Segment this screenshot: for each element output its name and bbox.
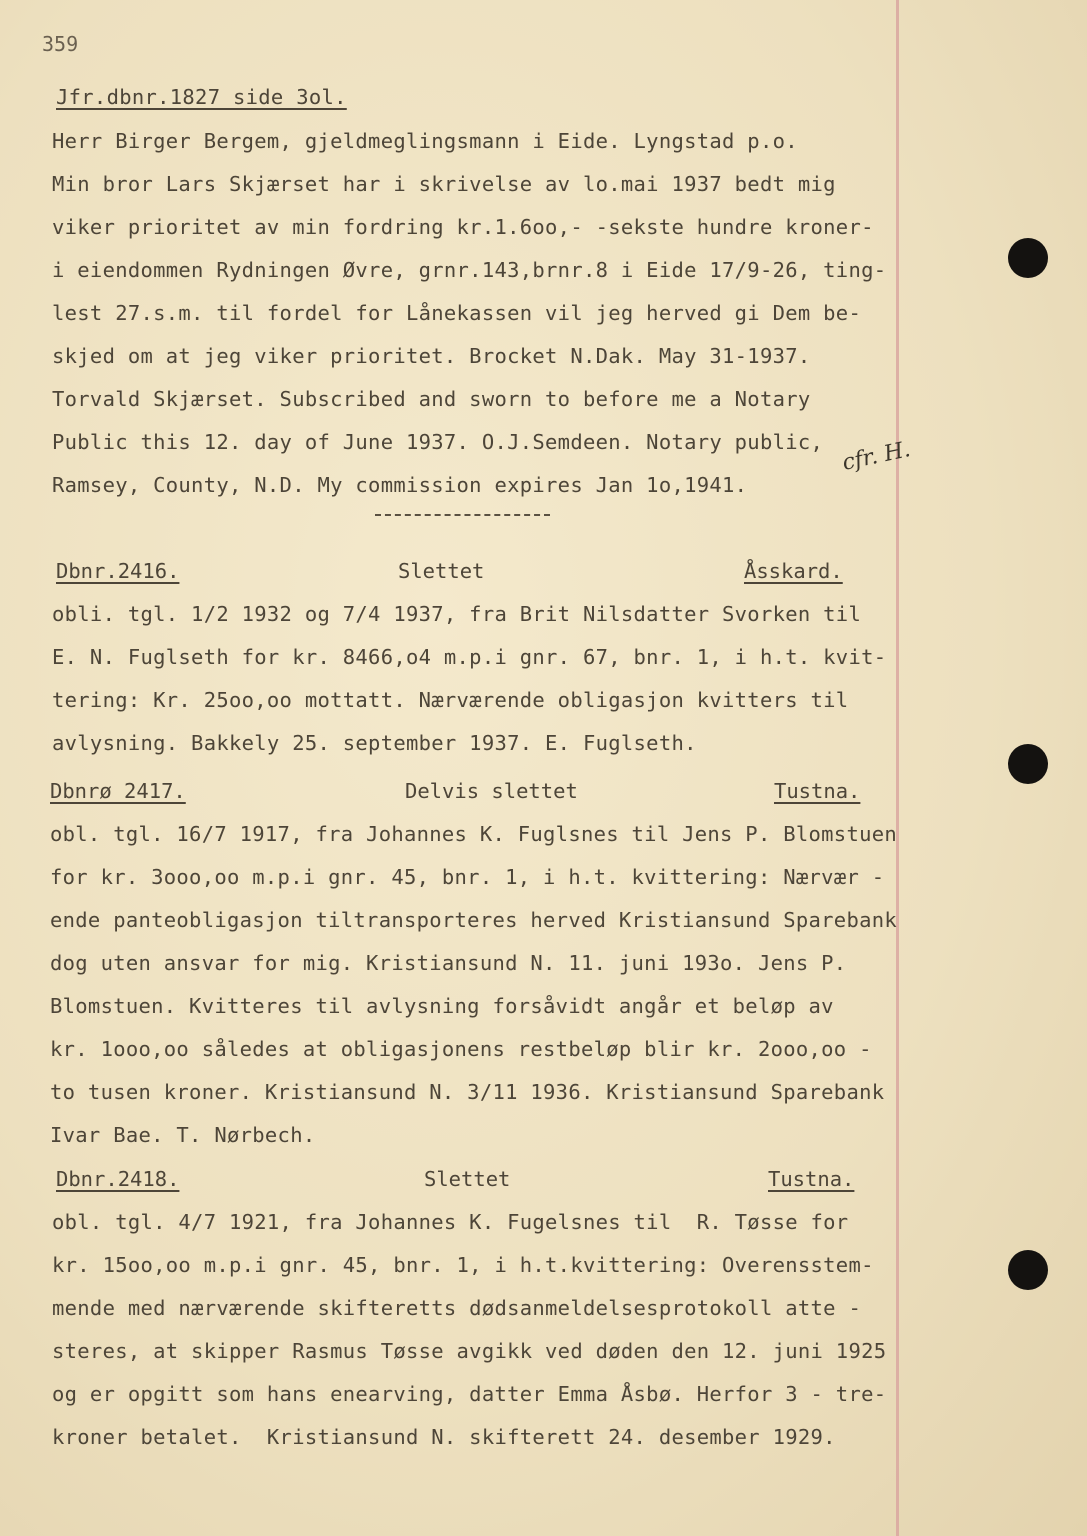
entry-line: Ivar Bae. T. Nørbech. [50,1123,316,1147]
entry-line: obl. tgl. 4/7 1921, fra Johannes K. Fugelsnes til R. Tøsse for [52,1210,849,1234]
block1-line: Min bror Lars Skjærset har i skrivelse av lo.mai 1937 bedt mig [52,172,836,196]
entry-line: to tusen kroner. Kristiansund N. 3/11 1936. Kristiansund Sparebank [50,1080,885,1104]
entry-line: E. N. Fuglseth for kr. 8466,o4 m.p.i gnr. 67, bnr. 1, i h.t. kvit- [52,645,887,669]
entry-line: mende med nærværende skifteretts dødsanmeldelsesprotokoll atte - [52,1296,862,1320]
block1-line: skjed om at jeg viker prioritet. Brocket N.Dak. May 31-1937. [52,344,811,368]
page-number: 359 [42,32,79,56]
entry-line: Blomstuen. Kvitteres til avlysning forsåvidt angår et beløp av [50,994,834,1018]
punch-hole-1 [1008,238,1048,278]
entry-line: for kr. 3ooo,oo m.p.i gnr. 45, bnr. 1, i h.t. kvittering: Nærvær - [50,865,885,889]
entry-dbnr: Dbnr.2416. [56,559,180,583]
entry-line: obli. tgl. 1/2 1932 og 7/4 1937, fra Brit Nilsdatter Svorken til [52,602,862,626]
entry-line: tering: Kr. 25oo,oo mottatt. Nærværende obligasjon kvitters til [52,688,849,712]
entry-status: Slettet [424,1167,511,1191]
entry-line: dog uten ansvar for mig. Kristiansund N. 11. juni 193o. Jens P. [50,951,847,975]
entry-line: kr. 1ooo,oo således at obligasjonens restbeløp blir kr. 2ooo,oo - [50,1037,872,1061]
entry-line: kr. 15oo,oo m.p.i gnr. 45, bnr. 1, i h.t.kvittering: Overensstem- [52,1253,874,1277]
punch-hole-2 [1008,744,1048,784]
entry-line: og er opgitt som hans enearving, datter Emma Åsbø. Herfor 3 - tre- [52,1382,887,1406]
entry-line: ende panteobligasjon tiltransporteres herved Kristiansund Sparebank [50,908,898,932]
block1-line: lest 27.s.m. til fordel for Lånekassen vil jeg herved gi Dem be- [52,301,862,325]
header-reference: Jfr.dbnr.1827 side 3ol. [56,85,347,109]
block1-line: viker prioritet av min fordring kr.1.6oo,- -sekste hundre kroner- [52,215,874,239]
block1-line: Herr Birger Bergem, gjeldmeglingsmann i Eide. Lyngstad p.o. [52,129,798,153]
block1-line: Ramsey, County, N.D. My commission expires Jan 1o,1941. [52,473,748,497]
entry-line: obl. tgl. 16/7 1917, fra Johannes K. Fuglsnes til Jens P. Blomstuen [50,822,898,846]
entry-line: avlysning. Bakkely 25. september 1937. E. Fuglseth. [52,731,697,755]
margin-line [896,0,899,1536]
block1-line: i eiendommen Rydningen Øvre, grnr.143,brnr.8 i Eide 17/9-26, ting- [52,258,887,282]
entry-line: steres, at skipper Rasmus Tøsse avgikk ved døden den 12. juni 1925 [52,1339,887,1363]
entry-place: Tustna. [774,779,861,803]
entry-place: Åsskard. [744,559,843,583]
block1-line: Public this 12. day of June 1937. O.J.Semdeen. Notary public, [52,430,824,454]
divider [375,514,550,516]
block1-line: Torvald Skjærset. Subscribed and sworn to before me a Notary [52,387,811,411]
entry-status: Delvis slettet [405,779,578,803]
entry-line: kroner betalet. Kristiansund N. skifterett 24. desember 1929. [52,1425,836,1449]
entry-status: Slettet [398,559,485,583]
handwritten-note: cfr. H. [840,437,913,476]
punch-hole-3 [1008,1250,1048,1290]
entry-dbnr: Dbnr.2418. [56,1167,180,1191]
entry-dbnr: Dbnrø 2417. [50,779,186,803]
entry-place: Tustna. [768,1167,855,1191]
